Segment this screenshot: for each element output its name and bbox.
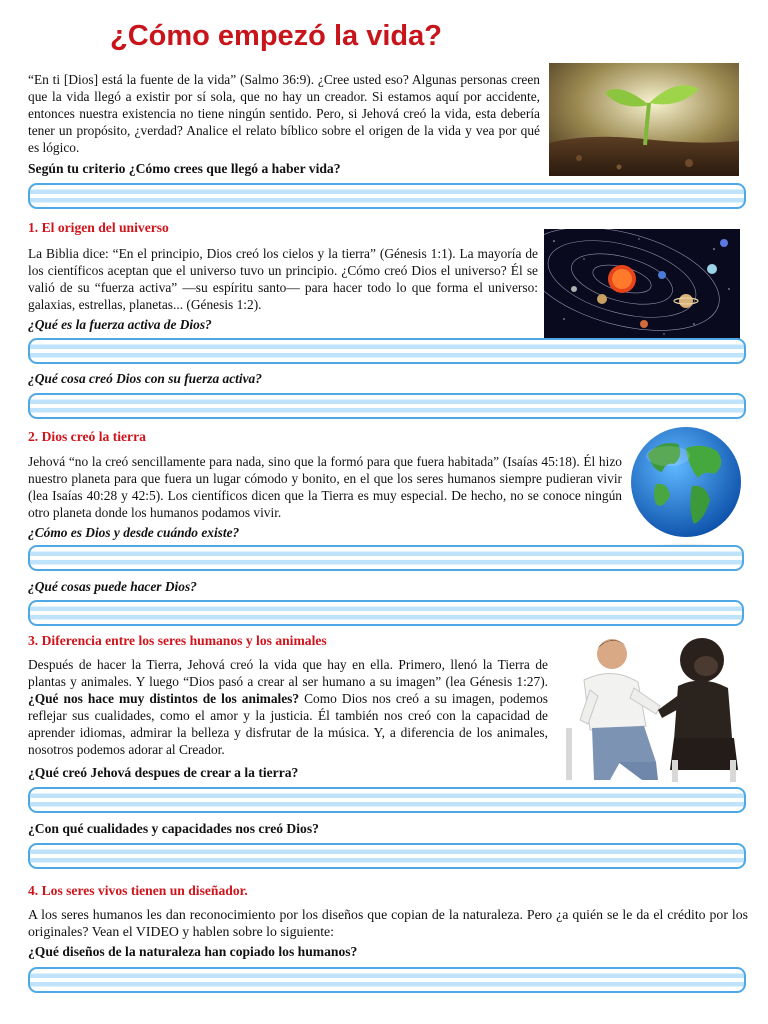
section-1-question-2: ¿Qué cosa creó Dios con su fuerza activa? — [28, 371, 262, 386]
section-4-question-1: ¿Qué diseños de la naturaleza han copiado los humanos? — [28, 944, 358, 959]
section-2-paragraph: Jehová “no la creó sencillamente para nada, sino que la formó para que fuera habitada” (Isaías 45:18). Él hizo nuestro planeta para que fuera un lugar cómodo y bonito, en el que los seres humanos siempre pudieran vivir (lea Isaías 40:28 y 42:5). Los científicos dicen que la Tierra es muy especial. De hecho, no se conoce ningún otro planeta donde los humanos podamos vivir. — [28, 454, 622, 520]
section-3-text-bold: ¿Qué nos hace muy distintos de los animales? — [28, 691, 300, 706]
section-2-question-2: ¿Qué cosas puede hacer Dios? — [28, 579, 197, 594]
sprout-image — [549, 63, 739, 176]
section-3-heading: 3. Diferencia entre los seres humanos y los animales — [28, 633, 327, 648]
section-3-text-b: Como Dios nos creó a su imagen, podemos reflejar sus cualidades, como el amor y la justicia. Él también nos creó con la capacidad de aprender idiomas, admirar la belleza y disfrutar de la música. Y, a diferencia de los animales, nosotros podemos adorar al Creador. — [28, 691, 548, 757]
intro-paragraph: “En ti [Dios] está la fuente de la vida” (Salmo 36:9). ¿Cree usted eso? Algunas personas creen que la vida llegó a existir por sí sola, que no hay un creador. Si estamos aquí por accidente, entonces nuestra existencia no tiene ningún sentido. Pero, si Jehová creó la vida, esta debería tener un propósito, ¿verdad? Analice el relato bíblico sobre el origen de la vida y vea por qué es lógico. — [28, 72, 540, 155]
section-4-heading: 4. Los seres vivos tienen un diseñador. — [28, 883, 248, 898]
section-3-answer-1[interactable] — [28, 787, 746, 813]
section-3-answer-2[interactable] — [28, 843, 746, 869]
section-2-answer-1[interactable] — [28, 545, 744, 571]
section-4-paragraph: A los seres humanos les dan reconocimiento por los diseños que copian de la naturaleza. Pero ¿a quién se le da el crédito por los originales? Vean el VIDEO y hablen sobre lo siguiente: — [28, 907, 748, 939]
intro-answer-field[interactable] — [28, 183, 746, 209]
section-1-question-1: ¿Qué es la fuerza activa de Dios? — [28, 317, 212, 332]
section-1-heading: 1. El origen del universo — [28, 220, 169, 235]
section-3-question-1: ¿Qué creó Jehová despues de crear a la tierra? — [28, 765, 299, 780]
man-and-chimpanzee-image — [560, 630, 744, 783]
section-2-answer-2[interactable] — [28, 600, 744, 626]
solar-system-image — [544, 229, 740, 345]
page-title: ¿Cómo empezó la vida? — [110, 20, 442, 52]
intro-question: Según tu criterio ¿Cómo crees que llegó a haber vida? — [28, 161, 341, 176]
section-3-text-a: Después de hacer la Tierra, Jehová creó la vida que hay en ella. Primero, llenó la Tierra de plantas y animales. Y luego “Dios pasó a crear al ser humano a su imagen” (lea Génesis 1:27). — [28, 657, 548, 689]
section-1-answer-2[interactable] — [28, 393, 746, 419]
section-1-paragraph: La Biblia dice: “En el principio, Dios creó los cielos y la tierra” (Génesis 1:1). La mayoría de los científicos aceptan que el universo tuvo un principio. ¿Cómo creó Dios el universo? Él se valió de su “fuerza activa” —su espíritu santo— para hacer todo lo que forma el universo: galaxias, estrellas, planetas... (Génesis 1:2). — [28, 246, 538, 312]
section-2-heading: 2. Dios creó la tierra — [28, 429, 146, 444]
section-2-question-1: ¿Cómo es Dios y desde cuándo existe? — [28, 525, 240, 540]
section-3-paragraph — [28, 656, 548, 758]
section-1-answer-1[interactable] — [28, 338, 746, 364]
section-3-question-2: ¿Con qué cualidades y capacidades nos creó Dios? — [28, 821, 319, 836]
earth-globe-image — [626, 426, 748, 560]
section-4-answer-1[interactable] — [28, 967, 746, 993]
